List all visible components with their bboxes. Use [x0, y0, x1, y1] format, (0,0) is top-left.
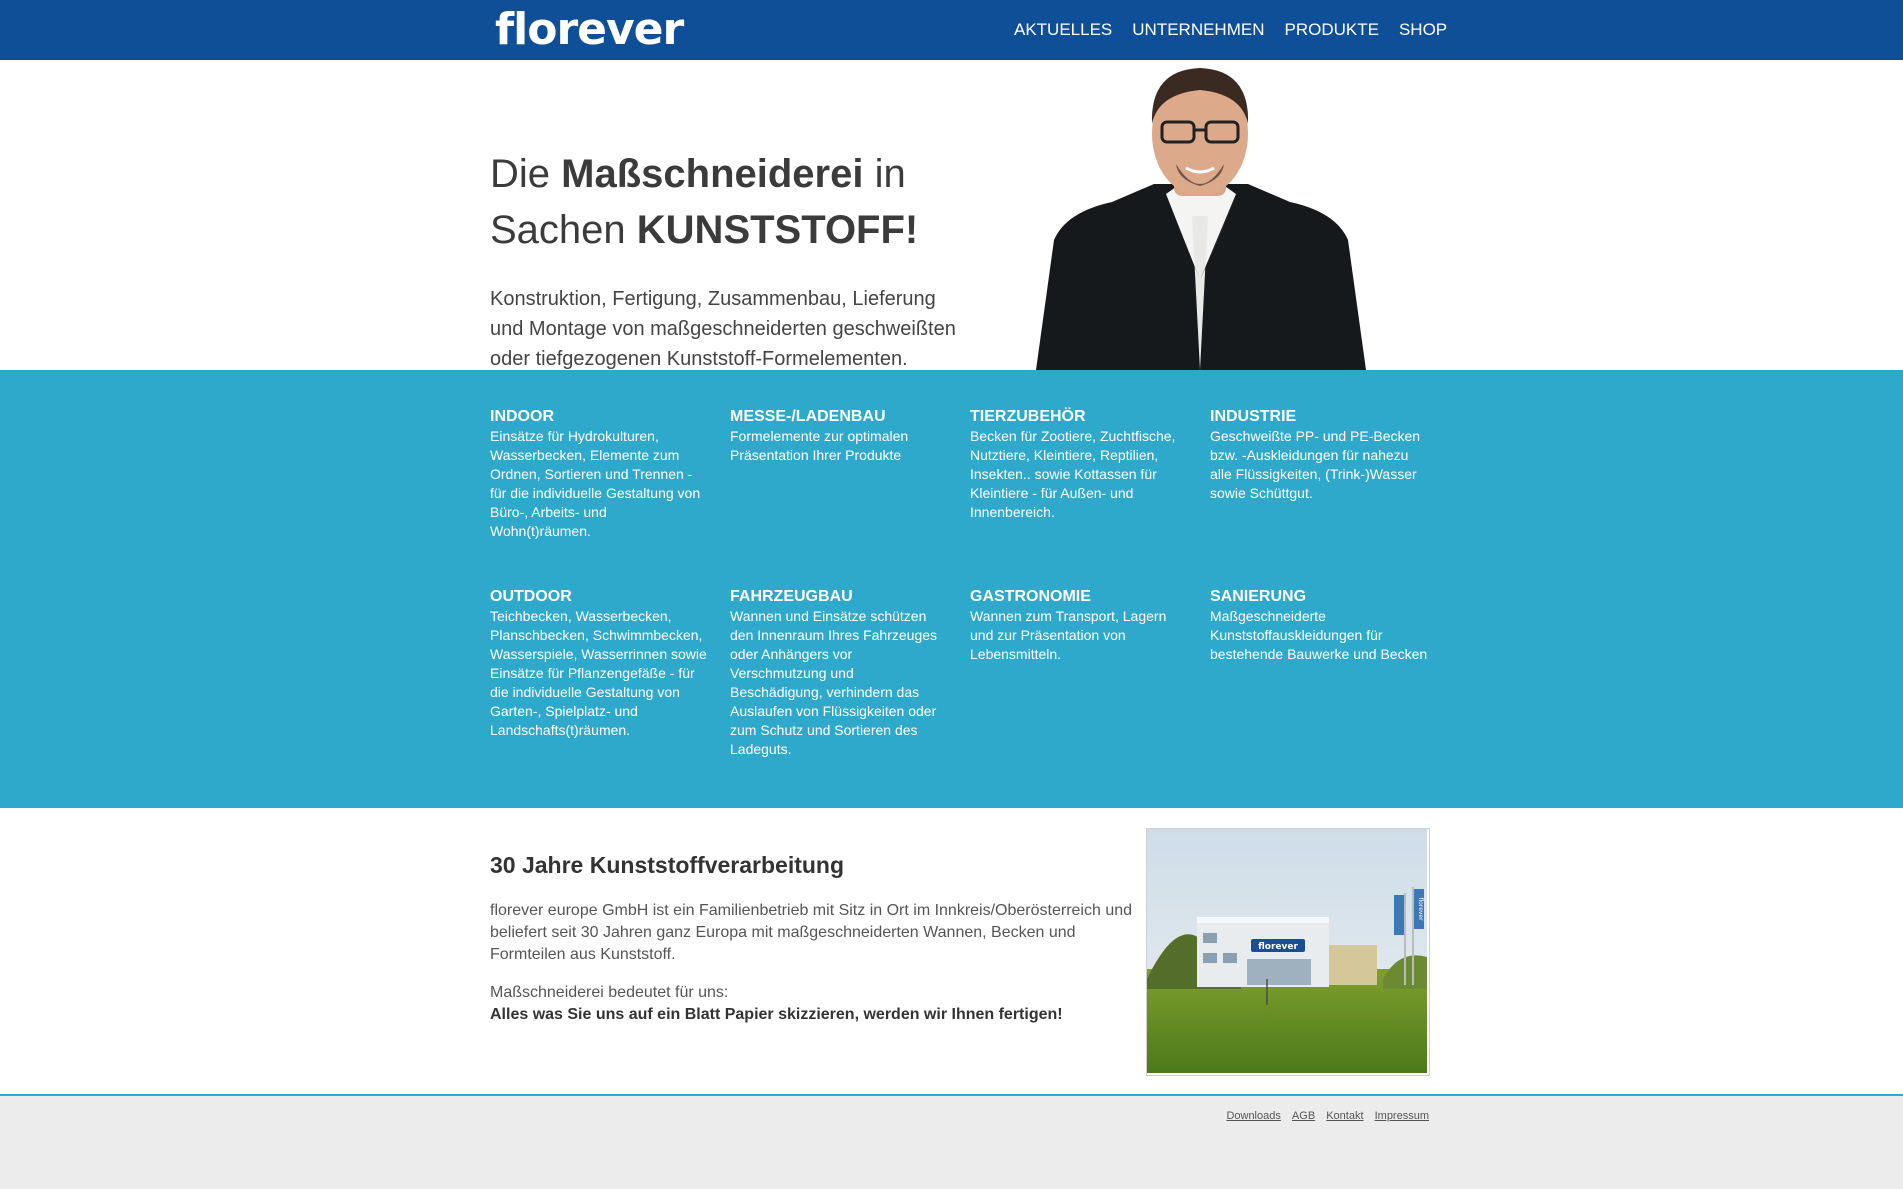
building-illustration: [1147, 829, 1427, 1073]
footer-divider: [0, 1094, 1903, 1096]
nav-unternehmen[interactable]: UNTERNEHMEN: [1132, 20, 1265, 39]
category-text: Einsätze für Hydrokulturen, Wasserbecken, Elemente zum Ordnen, Sortieren und Trennen - für die individuelle Gestaltung von Büro-, Arbeits- und Wohn(t)räumen.: [490, 428, 701, 539]
hero-section: [0, 60, 1903, 370]
category-messe-ladenbau[interactable]: [730, 406, 950, 465]
flag-label: florever: [1417, 897, 1424, 921]
category-title: FAHRZEUGBAU: [730, 588, 853, 605]
nav-aktuelles[interactable]: AKTUELLES: [1014, 20, 1113, 39]
nav-shop[interactable]: SHOP: [1398, 20, 1448, 39]
about-intro: florever europe GmbH ist ein Familienbetrieb mit Sitz in Ort im Innkreis/Oberösterreich und beliefert seit 30 Jahren ganz Europa mit maßgeschneiderten Wannen, Becken und Formteilen aus Kunststoff.: [490, 902, 1133, 963]
about-section: [0, 808, 1903, 1094]
footer-links: [1218, 1109, 1429, 1123]
headline-bold: KUNSTSTOFF!: [636, 208, 919, 252]
category-text: Geschweißte PP- und PE-Becken bzw. -Auskleidungen für nahezu alle Flüssigkeiten, (Trink-)Wasser sowie Schüttgut.: [1210, 428, 1421, 501]
about-emphasis: Alles was Sie uns auf ein Blatt Papier skizzieren, werden wir Ihnen fertigen!: [490, 1006, 1063, 1023]
headline-part: in: [863, 152, 906, 196]
category-text: Teichbecken, Wasserbecken, Planschbecken, Schwimmbecken, Wasserspiele, Wasserrinnen sowie Einsätze für Pflanzengefäße - für die individuelle Gestaltung von Garten-, Spielplatz- und Landschafts(t)räumen.: [490, 608, 707, 738]
category-title: INDOOR: [490, 408, 554, 425]
building-sign: florever: [1258, 942, 1298, 952]
category-outdoor[interactable]: [490, 586, 710, 740]
category-text: Becken für Zootiere, Zuchtfische, Nutztiere, Kleintiere, Reptilien, Insekten.. sowie Kottassen für Kleintiere - für Außen- und Innenbereich.: [970, 428, 1176, 520]
top-navigation-bar: [0, 0, 1903, 60]
florever-logo[interactable]: florever: [495, 4, 684, 55]
footer-link-impressum[interactable]: Impressum: [1374, 1110, 1429, 1122]
category-text: Wannen zum Transport, Lagern und zur Präsentation von Lebensmitteln.: [970, 608, 1167, 662]
category-text: Formelemente zur optimalen Präsentation Ihrer Produkte: [730, 428, 909, 463]
main-nav: [1014, 18, 1447, 42]
about-lead: Maßschneiderei bedeutet für uns:: [490, 984, 729, 1001]
category-tierzubehoer[interactable]: [970, 406, 1190, 522]
category-title: SANIERUNG: [1210, 588, 1307, 605]
category-title: INDUSTRIE: [1210, 408, 1297, 425]
category-sanierung[interactable]: [1210, 586, 1430, 664]
about-heading: 30 Jahre Kunststoffverarbeitung: [490, 852, 845, 878]
category-title: GASTRONOMIE: [970, 588, 1091, 605]
portrait-image: [1036, 64, 1366, 370]
headline-part: Sachen: [490, 208, 637, 252]
footer-link-agb[interactable]: AGB: [1291, 1110, 1316, 1122]
footer-link-kontakt[interactable]: Kontakt: [1326, 1110, 1364, 1122]
nav-produkte[interactable]: PRODUKTE: [1284, 20, 1379, 39]
category-title: OUTDOOR: [490, 588, 572, 605]
category-title: TIERZUBEHÖR: [970, 408, 1086, 425]
hero-headline: [490, 146, 990, 258]
product-categories: [0, 370, 1903, 808]
hero-description: Konstruktion, Fertigung, Zusammenbau, Lieferung und Montage von maßgeschneiderten geschweißten oder tiefgezogenen Kunststoff-Formelementen.: [490, 288, 956, 370]
category-title: MESSE-/LADENBAU: [730, 408, 886, 425]
category-indoor[interactable]: [490, 406, 710, 541]
company-building-photo: [1146, 828, 1430, 1076]
category-industrie[interactable]: [1210, 406, 1430, 503]
category-text: Wannen und Einsätze schützen den Innenraum Ihres Fahrzeuges oder Anhängers vor Verschmutzung und Beschädigung, verhindern das Auslaufen von Flüssigkeiten oder zum Schutz und Sortieren des Ladeguts.: [730, 608, 938, 757]
headline-part: Die: [490, 152, 562, 196]
footer-link-downloads[interactable]: Downloads: [1226, 1110, 1281, 1122]
category-text: Maßgeschneiderte Kunststoffauskleidungen für bestehende Bauwerke und Becken: [1210, 608, 1428, 662]
headline-bold: Maßschneiderei: [561, 152, 864, 196]
category-gastronomie[interactable]: [970, 586, 1190, 664]
category-fahrzeugbau[interactable]: [730, 586, 950, 759]
